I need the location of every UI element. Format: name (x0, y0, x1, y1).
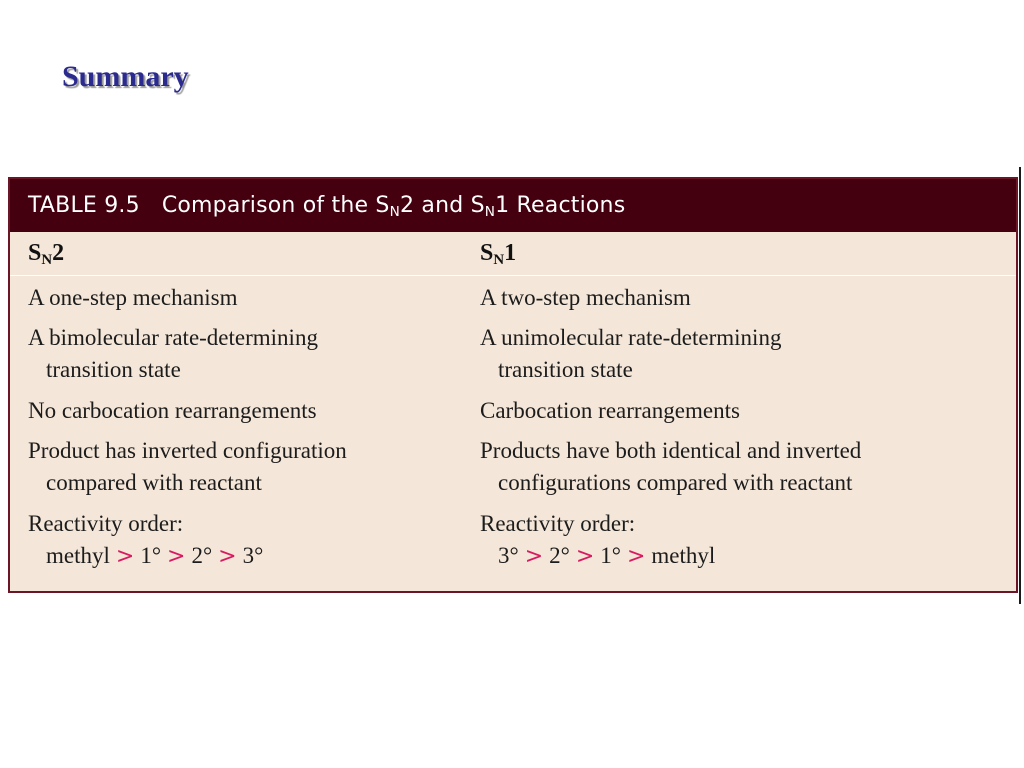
reactivity-order-sn2: methyl > 1° > 2° > 3° (46, 543, 264, 569)
table-row (10, 435, 1016, 508)
slide-title: Summary (62, 60, 189, 93)
table-row (10, 322, 1016, 395)
cell-sn2-transition-state: A bimolecular rate-determining transition state (28, 325, 318, 382)
table-row (10, 508, 1016, 578)
cell-sn1-configuration: Products have both identical and inverted configurations compared with reactant (480, 438, 862, 495)
cell-sn1-transition-state: A unimolecular rate-determining transition state (480, 325, 782, 382)
column-header-row (10, 232, 1016, 276)
cell-sn2-mechanism: A one-step mechanism (28, 285, 238, 310)
cell-sn1-mechanism: A two-step mechanism (480, 285, 691, 310)
cell-sn1-rearrangements: Carbocation rearrangements (480, 398, 740, 423)
comparison-table (8, 177, 1018, 593)
table-row (10, 282, 1016, 322)
table-caption: Comparison of the $S_N2$ and $S_N1$ Reactions (161, 193, 626, 220)
slide-edge-divider (1019, 167, 1021, 604)
table-body (10, 282, 1016, 578)
column-header-sn1: $S_N1$ (480, 240, 517, 269)
cell-sn1-reactivity: Reactivity order: 3° > 2° > 1° > methyl (480, 508, 715, 573)
table-header-bar (10, 179, 1016, 232)
cell-sn2-reactivity: Reactivity order: methyl > 1° > 2° > 3° (28, 508, 263, 573)
table-row (10, 395, 1016, 435)
reactivity-order-sn1: 3° > 2° > 1° > methyl (498, 543, 716, 569)
table-label: TABLE 9.5 (28, 193, 140, 218)
cell-sn2-configuration: Product has inverted configuration compared with reactant (28, 438, 347, 495)
column-header-sn2: $S_N2$ (28, 240, 65, 269)
cell-sn2-rearrangements: No carbocation rearrangements (28, 398, 317, 423)
